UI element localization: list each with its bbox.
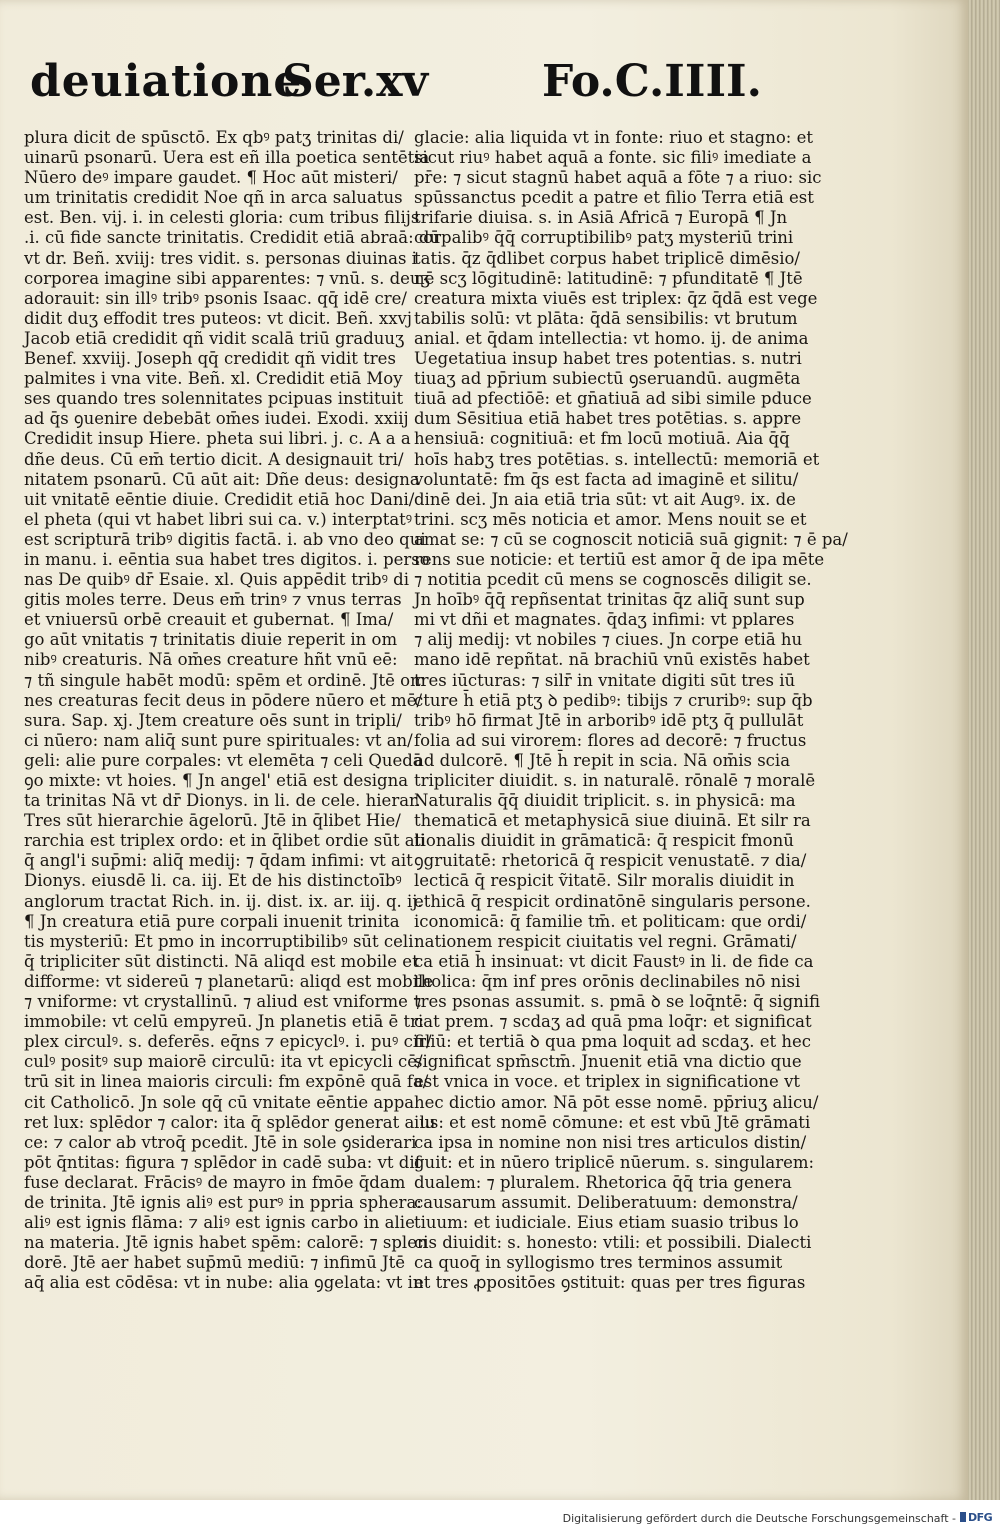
- text-line: cture h̄ etiā ptʒ ꝺ pedibꝰ: tibijs ⁊ cruribꝰ: sup q̄b: [414, 690, 813, 710]
- text-line: tatis. q̄z q̄dlibet corpus habet triplicē dimēsio/: [414, 248, 800, 268]
- text-line: Credidit insup Hiere. pheta sui libri. j. c. A a a: [24, 429, 411, 449]
- text-line: hoīs habʒ tres potētias. s. intellectū: memoriā et: [414, 449, 820, 469]
- text-line: et vniuersū orbē creauit et gubernat. ¶ Ima/: [24, 610, 394, 630]
- text-line: aliꝰ est ignis flāma: ⁊ aliꝰ est ignis carbo in alie: [24, 1213, 415, 1233]
- page-edge-stack: [968, 0, 1000, 1500]
- text-line: .i. cū fide sancte trinitatis. Credidit etiā abraā: dū: [24, 228, 441, 248]
- text-line: anglorum tractat Rich. in. ij. dist. ix. ar. iij. q. ij.: [24, 891, 423, 911]
- text-line: corporea imagine sibi apparentes: ⁊ vnū. s. deuʒ: [24, 268, 430, 288]
- text-line: ¶ Jn creatura etiā pure corpali inuenit trinita: [24, 911, 400, 931]
- text-line: dualem: ⁊ pluralem. Rhetorica q̄q̄ tria genera: [414, 1172, 792, 1192]
- text-line: gitis moles terre. Deus em̄ trinꝰ ⁊ vnus terras: [24, 590, 402, 610]
- left-text-column: [24, 128, 441, 1293]
- text-line: immobile: vt celū empyreū. Jn planetis etiā ē tri: [24, 1012, 424, 1032]
- text-line: fuse declarat. Frācisꝰ de mayro in fmōe q̄dam: [24, 1172, 406, 1192]
- text-line: Dionys. eiusdē li. ca. iij. Et de his distinctoībꝰ: [24, 871, 402, 891]
- text-line: filiū: et tertiā ꝺ qua pma loquit ad scdaʒ. et hec: [414, 1032, 811, 1052]
- text-line: tiuum: et iudiciale. Eius etiam suasio tribus lo: [414, 1213, 799, 1233]
- text-line: Uegetatiua insup habet tres potentias. s. nutri: [414, 349, 802, 369]
- text-line: tripliciter diuidit. s. in naturalē. rōnalē ⁊ moralē: [414, 771, 816, 790]
- text-line: Jn hoībꝰ q̄q̄ repñsentat trinitas q̄z aliq̄ sunt sup: [414, 590, 805, 610]
- text-line: glacie: alia liquida vt in fonte: riuo et stagno: et: [414, 128, 813, 147]
- text-line: ꝯgruitatē: rhetoricā q̄ respicit venustatē. ⁊ dia/: [414, 851, 807, 871]
- text-line: ⁊ notitia pcedit cū mens se cognoscēs diligit se.: [414, 570, 812, 590]
- text-line: q̄ tripliciter sūt distincti. Nā aliqd est mobile et: [24, 951, 419, 971]
- text-line: tis mysteriū: Et pmo in incorruptibilibꝰ sūt celi: [24, 931, 414, 951]
- text-line: spūssanctus pcedit a patre et filio Terra etiā est: [414, 188, 814, 208]
- text-line: mi vt dñi et magnates. q̄daʒ infimi: vt pplares: [414, 610, 795, 630]
- right-text-column: [414, 128, 848, 1293]
- text-line: folia ad sui virorem: flores ad decorē: ⁊ fructus: [414, 730, 807, 750]
- text-line: ret lux: splēdor ⁊ calor: ita q̄ splēdor generat a lu: [24, 1112, 436, 1132]
- text-line: adorauit: sin illꝰ tribꝰ psonis Isaac. qq̄ idē cre/: [24, 288, 407, 308]
- running-head-word: deuiatione: [30, 56, 303, 107]
- text-line: tabilis solū: vt plāta: q̄dā sensibilis: vt brutum: [414, 308, 798, 328]
- text-line: Benef. xxviij. Joseph qq̄ credidit qñ vidit tres: [24, 349, 396, 369]
- text-line: Tres sūt hierarchie āgelorū. Jtē in q̄libet Hie/: [24, 811, 401, 831]
- text-line: ad q̄s ꝯuenire debebāt om̄es iudei. Exodi. xxiij: [24, 409, 409, 429]
- text-line: plura dicit de spūsctō. Ex qbꝰ patʒ trinitas di/: [24, 128, 404, 147]
- text-line: ca etiā h̄ insinuat: vt dicit Faustꝰ in li. de fide ca: [414, 951, 814, 971]
- text-line: aq̄ alia est cōdēsa: vt in nube: alia ꝯgelata: vt in: [24, 1273, 424, 1293]
- text-line: iconomicā: q̄ familie tm̄. et politicam: que ordi/: [414, 911, 807, 931]
- text-line: est vnica in voce. et triplex in significatione vt: [414, 1072, 801, 1092]
- text-line: pōt q̄ntitas: figura ⁊ splēdor in cadē suba: vt dif: [24, 1152, 421, 1172]
- text-line: vt dr. Beñ. xviij: tres vidit. s. personas diuinas i: [24, 248, 417, 268]
- text-line: trū sit in linea maioris circuli: fm expōnē quā fa/: [24, 1072, 429, 1092]
- text-line: culꝰ positꝰ sup maiorē circulū: ita vt epicycli cē/: [24, 1052, 423, 1072]
- text-line: nes creaturas fecit deus in pōdere nūero et mē/: [24, 690, 423, 710]
- dfg-logo: [960, 1511, 994, 1525]
- text-line: dinē dei. Jn aia etiā tria sūt: vt ait Augꝰ. ix. de: [414, 489, 796, 509]
- text-line: ca quoq̄ in syllogismo tres terminos assumit: [414, 1253, 783, 1273]
- text-line: ce: ⁊ calor ab vtroq̄ pcedit. Jtē in sole ꝯsiderari: [24, 1132, 417, 1152]
- text-line: est scripturā tribꝰ digitis factā. i. ab vno deo qui: [24, 529, 426, 549]
- text-line: nas De quibꝰ dr̄ Esaie. xl. Quis appēdit tribꝰ di: [24, 570, 409, 590]
- text-line: nibꝰ creaturis. Nā om̄es creature hñt vnū eē:: [24, 650, 398, 670]
- text-line: in manu. i. eēntia sua habet tres digitos. i. perso: [24, 549, 430, 569]
- text-line: didit duʒ effodit tres puteos: vt dicit. Beñ. xxvj: [24, 308, 412, 328]
- text-line: ca ipsa in nomine non nisi tres articulos distin/: [414, 1132, 807, 1152]
- text-line: nē scʒ lōgitudinē: latitudinē: ⁊ pfunditatē ¶ Jtē: [414, 268, 803, 288]
- text-line: rarchia est triplex ordo: et in q̄libet ordie sūt ali: [24, 831, 426, 851]
- running-head-folio-number: Fo.C.IIII.: [542, 56, 762, 107]
- text-line: trifarie diuisa. s. in Asiā Africā ⁊ Europā ¶ Jn: [414, 208, 788, 228]
- text-line: ta trinitas Nā vt dr̄ Dionys. in li. de cele. hierar.: [24, 791, 421, 811]
- dfg-logo-text: DFG: [968, 1511, 993, 1524]
- text-line: de trinita. Jtē ignis aliꝰ est purꝰ in ppria sphera:: [24, 1192, 422, 1212]
- text-line: cis diuidit: s. honesto: vtili: et possibili. Dialecti: [414, 1233, 812, 1253]
- text-line: tionalis diuidit in grāmaticā: q̄ respicit fmonū: [414, 831, 794, 851]
- text-line: palmites i vna vite. Beñ. xl. Credidit etiā Moy: [24, 369, 403, 389]
- text-line: ci nūero: nam aliq̄ sunt pure spirituales: vt an/: [24, 730, 413, 750]
- text-line: ses quando tres solennitates pcipuas instituit: [24, 389, 404, 409]
- text-line: tres iūcturas: ⁊ silr̄ in vnitate digiti sūt tres iū: [414, 670, 796, 690]
- text-line: ⁊ vniforme: vt crystallinū. ⁊ aliud est vniforme ⁊: [24, 992, 422, 1012]
- text-line: plex circulꝰ. s. deferēs. eq̄ns ⁊ epicyclꝰ. i. puꝰ cir/: [24, 1032, 432, 1052]
- text-line: tholica: q̄m inf pres orōnis declinabiles nō nisi: [414, 971, 801, 991]
- text-line: nationem respicit ciuitatis vel regni. Grāmati/: [414, 931, 797, 951]
- text-line: tres psonas assumit. s. pmā ꝺ se loq̄ntē: q̄ signifi: [414, 992, 821, 1012]
- text-line: q̄ angl'i sup̄mi: aliq̄ medij: ⁊ q̄dam infimi: vt ait: [24, 851, 413, 871]
- text-line: thematicā et metaphysicā siue diuinā. Et silr ra: [414, 811, 811, 831]
- text-line: dñe deus. Cū em̄ tertio dicit. A designauit tri/: [24, 449, 404, 469]
- text-line: tiuaʒ ad pp̄rium subiectū ꝯseruandū. augmēta: [414, 369, 801, 389]
- text-line: est. Ben. vij. i. in celesti gloria: cum tribus filijs: [24, 208, 420, 228]
- text-line: geli: alie pure corpales: vt elemēta ⁊ celi Quedā: [24, 750, 423, 770]
- text-line: cat prem. ⁊ scdaʒ ad quā pma loq̄r: et significat: [414, 1012, 812, 1032]
- text-line: dorē. Jtē aer habet sup̄mū mediū: ⁊ infimū Jtē: [24, 1253, 406, 1273]
- text-line: ꝯo mixte: vt hoies. ¶ Jn angel' etiā est designa: [24, 771, 409, 790]
- text-line: Jacob etiā credidit qñ vidit scalā triū graduuʒ: [24, 328, 405, 348]
- text-line: rens sue noticie: et tertiū est amor q̄ de ipa mēte: [414, 549, 825, 569]
- text-line: dum Sēsitiua etiā habet tres potētias. s. appre: [414, 409, 802, 429]
- text-line: et tres ꝓpositōes ꝯstituit: quas per tres figuras: [414, 1273, 806, 1293]
- running-head: [22, 48, 762, 118]
- text-line: sicut riuꝰ habet aquā a fonte. sic filiꝰ imediate a: [414, 148, 812, 168]
- text-line: ius: et est nomē cōmune: et est vbū Jtē grāmati: [414, 1112, 811, 1132]
- text-line: ⁊ tñ singule habēt modū: spēm et ordinē. Jtē om: [24, 670, 426, 690]
- text-line: nitatem psonarū. Cū aūt ait: Dñe deus: designa: [24, 469, 420, 489]
- text-line: um trinitatis credidit Noe qñ in arca saluatus: [24, 188, 403, 208]
- text-line: amat se: ⁊ cū se cognoscit noticiā suā gignit: ⁊ ē pa/: [414, 529, 848, 549]
- text-line: Nūero deꝰ impare gaudet. ¶ Hoc aūt misteri/: [24, 168, 398, 188]
- text-line: tiuā ad pfectiōē: et gn̄atiuā ad sibi simile pduce: [414, 389, 812, 409]
- footer-bar: [0, 1500, 1000, 1536]
- running-head-sermon-number: Ser.xv: [282, 56, 429, 107]
- text-line: uit vnitatē eēntie diuie. Credidit etiā hoc Dani/: [24, 489, 415, 509]
- text-line: go aūt vnitatis ⁊ trinitatis diuie reperit in om: [24, 630, 398, 650]
- text-line: lecticā q̄ respicit ṽitatē. Silr moralis diuidit in: [414, 871, 795, 891]
- text-line: hec dictio amor. Nā pōt esse nomē. pp̄riuʒ alicu/: [414, 1092, 819, 1112]
- text-line: hensiuā: cognitiuā: et fm locū motiuā. Aia q̄q̄: [414, 429, 790, 449]
- text-line: anial. et q̄dam intellectia: vt homo. ij. de anima: [414, 328, 809, 348]
- text-line: corpalibꝰ q̄q̄ corruptibilibꝰ patʒ mysteriū trini: [414, 228, 794, 248]
- text-line: guit: et in nūero triplicē nūerum. s. singularem:: [414, 1152, 815, 1172]
- text-line: mano idē repñtat. nā brachiū vnū existēs habet: [414, 650, 810, 670]
- funding-notice: Digitalisierung gefördert durch die Deutsche Forschungsgemeinschaft -: [562, 1512, 956, 1525]
- text-line: voluntatē: fm q̄s est facta ad imaginē et silitu/: [414, 469, 799, 489]
- text-line: difforme: vt sidereū ⁊ planetarū: aliqd est mobile: [24, 971, 434, 991]
- text-line: uinarū psonarū. Uera est eñ illa poetica sentētia: [24, 148, 430, 168]
- text-line: cit Catholicō. Jn sole qq̄ cū vnitate eēntie appa: [24, 1092, 415, 1112]
- text-line: ⁊ alij medij: vt nobiles ⁊ ciues. Jn corpe etiā hu: [414, 630, 803, 650]
- text-line: el pheta (qui vt habet libri sui ca. v.) interptatꝰ: [24, 509, 413, 529]
- text-line: causarum assumit. Deliberatuum: demonstra/: [414, 1192, 798, 1212]
- text-line: sura. Sap. xj. Jtem creature oēs sunt in tripli/: [24, 710, 402, 730]
- text-line: creatura mixta viuēs est triplex: q̄z q̄dā est vege: [414, 288, 818, 308]
- text-line: trini. scʒ mēs noticia et amor. Mens nouit se et: [414, 509, 807, 529]
- text-line: na materia. Jtē ignis habet spēm: calorē: ⁊ splen: [24, 1233, 428, 1253]
- text-line: pr̄e: ⁊ sicut stagnū habet aquā a fōte ⁊ a riuo: sic: [414, 168, 822, 188]
- text-line: tribꝰ hō firmat Jtē in arboribꝰ idē ptʒ q̄ pullulāt: [414, 710, 804, 730]
- text-line: ethicā q̄ respicit ordinatōnē singularis persone.: [414, 891, 811, 911]
- text-line: ad dulcorē. ¶ Jtē h̄ repit in scia. Nā om̄is scia: [414, 750, 791, 770]
- text-line: Naturalis q̄q̄ diuidit triplicit. s. in physicā: ma: [414, 791, 796, 811]
- text-line: significat spm̄sctm̄. Jnuenit etiā vna dictio que: [414, 1052, 802, 1072]
